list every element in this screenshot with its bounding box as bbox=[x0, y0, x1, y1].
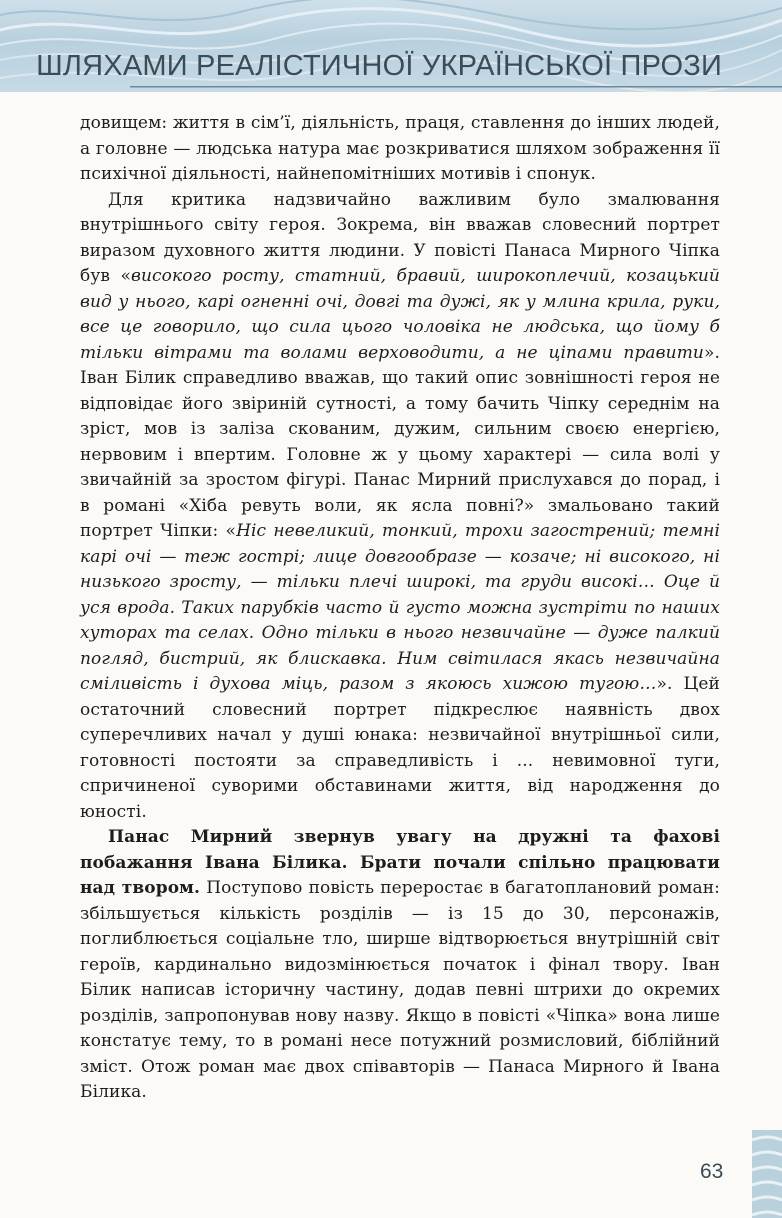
running-header-title: ШЛЯХАМИ РЕАЛІСТИЧНОЇ УКРАЇНСЬКОЇ ПРОЗИ bbox=[36, 50, 722, 82]
quote-italic: Ніс невеликий, тонкий, трохи загострений; темні карі очі — теж гострі; лице довгообразе — козаче; ні високого, ні низького зросту, — тільки плечі широкі, та груди високі… Оце й уся врода. Таких парубків часто й густо можна зустріти по наших хуторах та селах. Одно тільки в нього незвичайне — дуже палкий погляд, бистрий, як блискавка. Ним світилася якась незвичайна сміливість і духова міць, разом з якоюсь хижою тугою… bbox=[80, 521, 720, 694]
quote-italic: високого росту, статний, бравий, широкоплечий, козацький вид у нього, карі огненні очі, довгі та дужі, як у млина крила, руки, все це говорило, що сила цього чоловіка не людська, що йому б тільки вітрами та волами верховодити, а не ціпами правити bbox=[80, 266, 720, 363]
text-span: ». Іван Білик справедливо вважав, що такий опис зовнішності героя не відповідає його звіриній сутності, а тому бачить Чіпку середнім на зріст, мов із заліза скованим, дужим, сильним своєю енергією, нервовим і впертим. Головне ж у цьому характері — сила волі у звичайній за зростом фігурі. Панас Мирний прислухався до порад, і в романі «Хіба ревуть воли, як ясла повні?» змальовано такий портрет Чіпки: « bbox=[80, 342, 720, 541]
corner-decoration bbox=[752, 1130, 782, 1218]
page-number: 63 bbox=[700, 1160, 724, 1183]
bold-sentence: Панас Мирний звернув увагу на дружні та фахові побажання Івана Білика. Брати почали спільно працювати над твором. bbox=[80, 827, 720, 898]
text-span: Для критика надзвичайно важливим було змалювання внутрішнього світу героя. Зокрема, він вважав словесний портрет виразом духовного життя людини. У повісті Панаса Мирного Чіпка був « bbox=[80, 189, 720, 286]
page-header bbox=[0, 0, 782, 92]
text-span: Поступово повість переростає в багатоплановий роман: збільшується кількість розділів — із 15 до 30, персонажів, поглиблюється соціальне тло, ширше відтворюється внутрішній світ героїв, кардинально видозмінюється початок і фінал твору. Іван Білик написав історичну частину, додав певні штрихи до окремих розділів, запропонував нову назву. Якщо в повісті «Чіпка» вона лише констатує тему, то в романі несе потужний розмисловий, біблійний зміст. Отож роман має двох співавторів — Панаса Мирного й Івана Білика. bbox=[80, 878, 720, 1102]
main-text bbox=[80, 111, 720, 1106]
text-span: ». Цей остаточний словесний портрет підкреслює наявність двох суперечливих начал у душі юнака: незвичайної внутрішньої сили, готовності постояти за справедливість і ... невимовної туги, спричиненої суворими обставинами життя, від народження до юності. bbox=[80, 674, 720, 822]
paragraph-continuation: довищем: життя в сім’ї, діяльність, праця, ставлення до інших людей, а головне — людська натура має розкриватися шляхом зображення її психічної діяльності, найнепомітніших мотивів і спонук. bbox=[80, 113, 720, 184]
paragraph-critic-portrait bbox=[80, 188, 720, 826]
paragraph-coauthorship bbox=[80, 825, 720, 1106]
